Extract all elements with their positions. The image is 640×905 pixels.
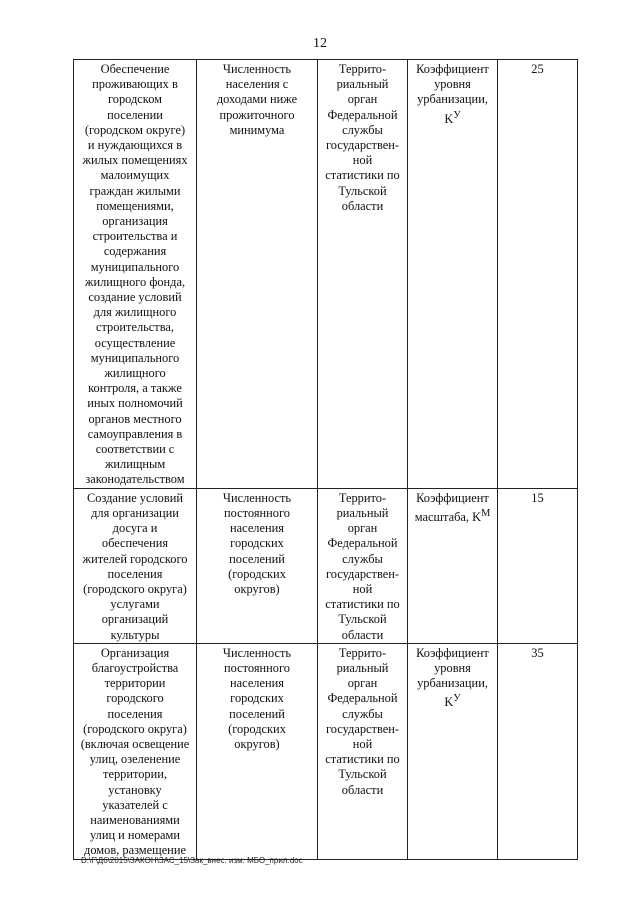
value-cell: 35 (498, 643, 578, 859)
service-cell: Организация благоустройства территории городского поселения (городского округа) (включая освещение улиц, озеленение территории, установку указателей с наименованиями улиц и номерами домов, размещение (74, 643, 197, 859)
source-cell: Террито- риальный орган Федеральной службы государствен- ной статистики по Тульской области (318, 488, 408, 643)
value-cell: 15 (498, 488, 578, 643)
source-cell: Террито- риальный орган Федеральной службы государствен- ной статистики по Тульской области (318, 643, 408, 859)
indicator-cell: Численность населения с доходами ниже прожиточного минимума (197, 60, 318, 489)
coefficient-cell: Коэффициент масштаба, $K^М$ (408, 488, 498, 643)
table-row (74, 488, 578, 643)
indicator-cell: Численность постоянного населения городских поселений (городских округов) (197, 488, 318, 643)
indicator-cell: Численность постоянного населения городских поселений (городских округов) (197, 643, 318, 859)
footer-file-path: D:\Г\Д6\2015\ЗАКОН\ЗАС_15\Зак_внес. изм. МБО_прил.doc (81, 856, 303, 865)
value-cell: 25 (498, 60, 578, 489)
table-row (74, 60, 578, 489)
distribution-table (73, 59, 578, 860)
service-cell: Создание условий для организации досуга и обеспечения жителей городского поселения (городского округа) услугами организаций культуры (74, 488, 197, 643)
coefficient-cell: Коэффициент уровня урбанизации, $K^У$ (408, 60, 498, 489)
source-cell: Террито- риальный орган Федеральной службы государствен- ной статистики по Тульской области (318, 60, 408, 489)
page-number: 12 (313, 36, 327, 51)
service-cell: Обеспечение проживающих в городском поселении (городском округе) и нуждающихся в жилых помещениях малоимущих граждан жилыми помещениями, организация строительства и содержания муниципального жилищного фонда, создание условий для жилищного строительства, осуществление муниципального жилищного контроля, а также иных полномочий органов местного самоуправления в соответствии с жилищным законодательством (74, 60, 197, 489)
coefficient-cell: Коэффициент уровня урбанизации, $K^У$ (408, 643, 498, 859)
table-row (74, 643, 578, 859)
